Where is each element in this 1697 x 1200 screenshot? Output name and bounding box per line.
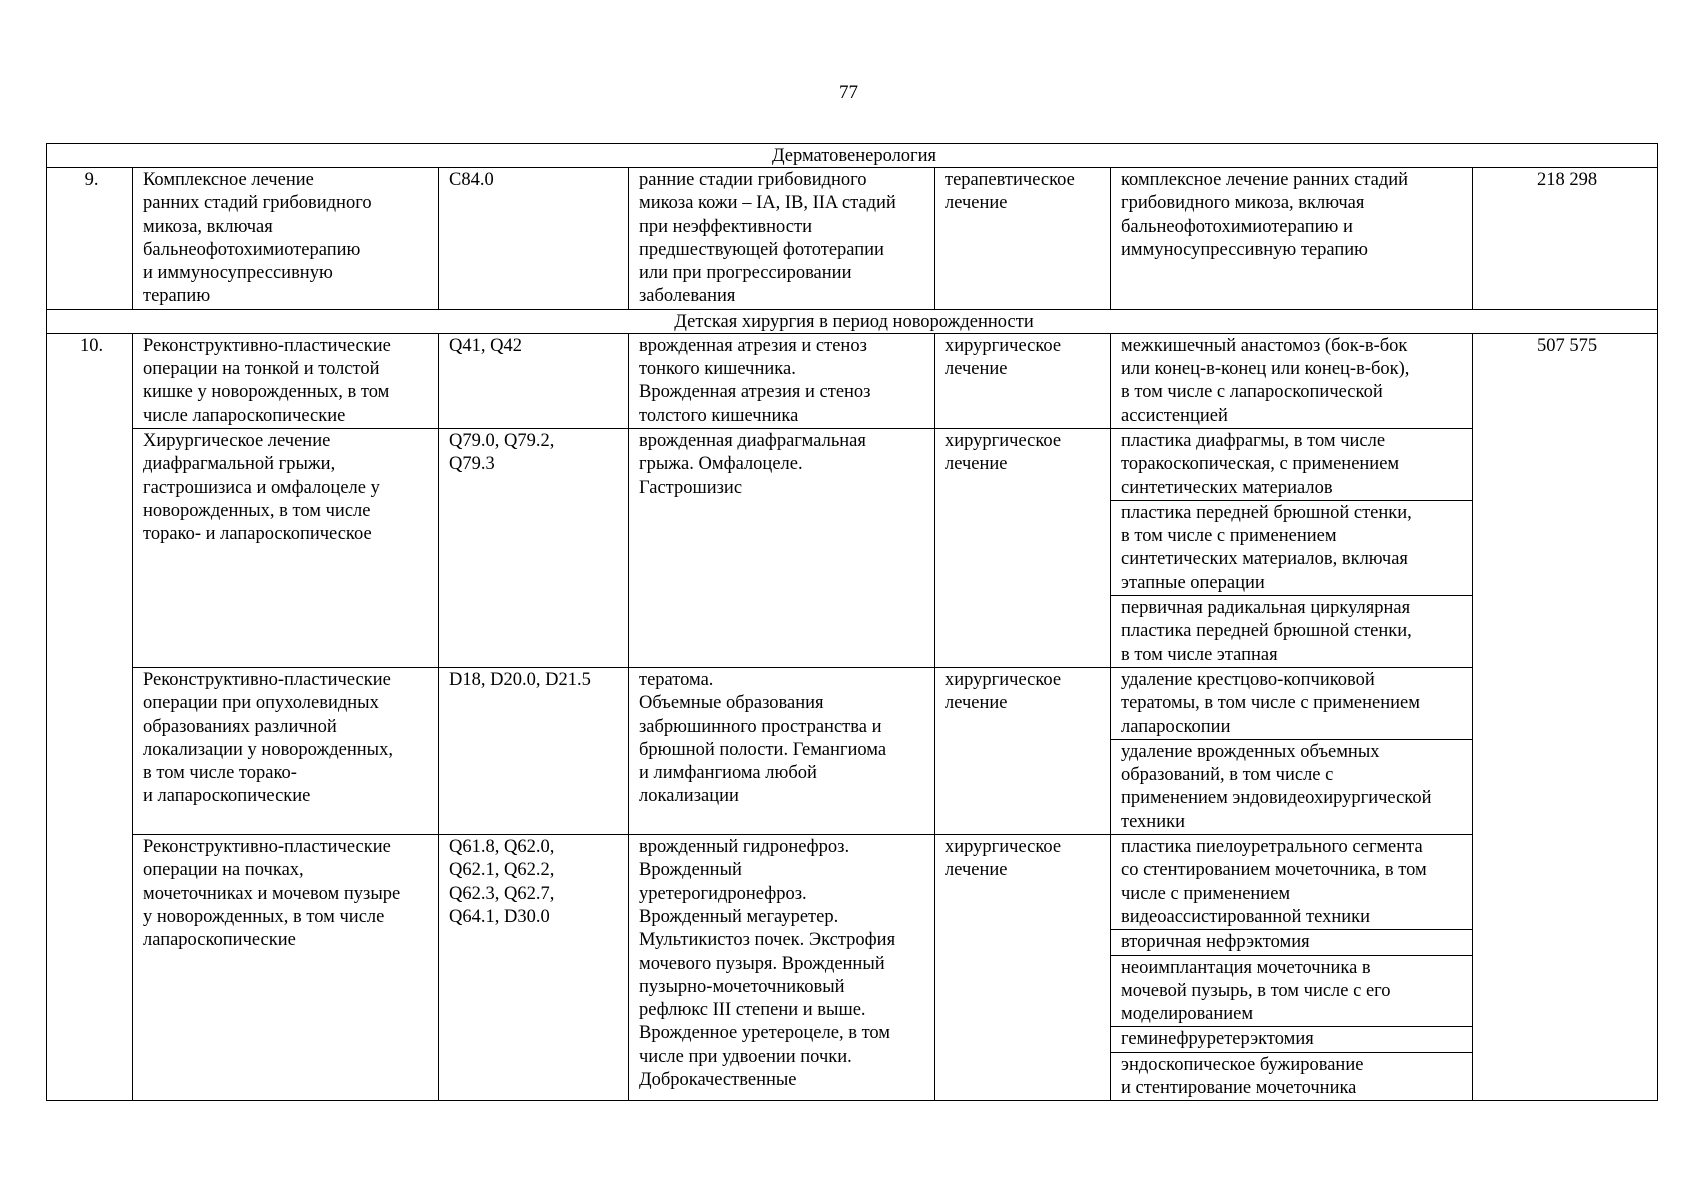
treatment-method-line: неоимплантация мочеточника в [1121,957,1371,978]
patient-model-line: врожденный гидронефроз. [639,837,850,858]
patient-model-line: уретерогидронефроз. [639,883,807,904]
patient-model-line: пузырно-мочеточниковый [639,976,845,997]
treatment-method-line: эндоскопическое бужирование [1121,1054,1364,1075]
treatment-method [1111,667,1473,739]
treatment-name-line: у новорожденных, в том числе [143,906,385,927]
treatment-method-line: пластика передней брюшной стенки, [1121,502,1412,523]
treatment-name-line: гастрошизиса и омфалоцеле у [143,477,380,498]
treatment-type-line: хирургическое [945,837,1062,858]
treatment-method-line: комплексное лечение ранних стадий [1121,170,1409,190]
patient-model-line: рефлюкс III степени и выше. [639,1000,866,1021]
treatment-method-line: видеоассистированной техники [1121,906,1371,927]
icd-codes [439,835,629,1101]
patient-model [629,428,935,667]
treatment-name-line: операции на тонкой и толстой [143,359,380,380]
patient-model-line: предшествующей фототерапии [639,239,884,260]
treatment-name [133,168,439,310]
treatment-method-line: грибовидного микоза, включая [1121,193,1365,214]
treatment-method-line: в том числе с применением [1121,526,1337,547]
treatment-name-line: числе лапароскопические [143,405,346,426]
section-title: Детская хирургия в период новорожденности [47,309,1658,333]
treatment-method [1111,835,1473,930]
icd-codes-line: Q62.3, Q62.7, [449,883,555,904]
treatment-name-line: Реконструктивно-пластические [143,335,391,356]
icd-codes-line: Q64.1, D30.0 [449,906,550,927]
row-number: 9. [47,168,133,310]
treatment-method-line: геминефруретерэктомия [1121,1029,1314,1050]
patient-model-line: врожденная атрезия и стеноз [639,335,867,356]
icd-codes-line: Q41, Q42 [449,335,522,356]
treatment-method-line: иммуносупрессивную терапию [1121,239,1369,260]
treatment-name-line: торако- и лапароскопическое [143,524,372,545]
patient-model-line: Врожденная атрезия и стеноз [639,382,871,403]
treatment-type-line: лечение [945,193,1008,214]
treatment-type-line: терапевтическое [945,170,1075,190]
treatment-method-line: и стентирование мочеточника [1121,1077,1357,1098]
treatment-method [1111,955,1473,1027]
patient-model [629,667,935,834]
treatment-type [935,428,1111,667]
patient-model-line: забрюшинного пространства и [639,716,882,737]
treatment-name [133,835,439,1101]
patient-model-line: тонкого кишечника. [639,359,796,380]
treatment-method-line: межкишечный анастомоз (бок-в-бок [1121,335,1408,356]
treatment-method-line: техники [1121,811,1185,832]
treatment-name-line: бальнеофотохимиотерапию [143,239,361,260]
table-row [47,667,1658,739]
treatment-method [1111,596,1473,668]
patient-model [629,168,935,310]
icd-codes-line: Q79.0, Q79.2, [449,430,555,451]
treatment-method-line: со стентированием мочеточника, в том [1121,860,1427,881]
icd-codes-line: Q79.3 [449,454,495,475]
treatment-method-line: синтетических материалов, включая [1121,549,1408,570]
page-number: 77 [839,82,858,103]
treatment-method [1111,1052,1473,1101]
treatment-method [1111,333,1473,428]
patient-model-line: микоза кожи – IA, IB, IIA стадий [639,193,896,214]
treatment-method-line: в том числе этапная [1121,644,1278,665]
icd-codes [439,168,629,310]
treatment-name-line: и иммуносупрессивную [143,263,333,284]
patient-model-line: ранние стадии грибовидного [639,170,867,190]
treatment-name [133,333,439,428]
treatment-method-line: в том числе с лапароскопической [1121,382,1383,403]
treatment-name-line: Реконструктивно-пластические [143,837,391,858]
medical-care-table [46,143,1658,1101]
treatment-type-line: хирургическое [945,430,1062,451]
patient-model-line: брюшной полости. Гемангиома [639,739,887,760]
section-title: Дерматовенерология [47,144,1658,168]
treatment-method-line: вторичная нефрэктомия [1121,932,1310,953]
treatment-method-line: первичная радикальная циркулярная [1121,598,1411,619]
patient-model-line: Врожденный мегауретер. [639,906,839,927]
treatment-method-line: ассистенцией [1121,405,1228,426]
treatment-method-line: тератомы, в том числе с применением [1121,693,1420,714]
table-row [47,333,1658,428]
treatment-type [935,333,1111,428]
treatment-method-line: этапные операции [1121,572,1265,593]
patient-model-line: числе при удвоении почки. [639,1046,852,1067]
treatment-method [1111,428,1473,500]
patient-model-line: грыжа. Омфалоцеле. [639,454,803,475]
treatment-method [1111,739,1473,834]
treatment-method-line: удаление врожденных объемных [1121,741,1380,762]
treatment-name-line: операции при опухолевидных [143,693,379,714]
treatment-method [1111,1027,1473,1052]
treatment-name-line: диафрагмальной грыжи, [143,454,336,475]
patient-model-line: врожденная диафрагмальная [639,430,866,451]
patient-model-line: тератома. [639,669,714,690]
table-row [47,835,1658,930]
treatment-method-line: или конец-в-конец или конец-в-бок), [1121,359,1410,380]
icd-codes [439,428,629,667]
patient-model [629,333,935,428]
treatment-name-line: кишке у новорожденных, в том [143,382,390,403]
patient-model-line: или при прогрессировании [639,263,852,284]
icd-codes-line: Q62.1, Q62.2, [449,860,555,881]
treatment-name-line: терапию [143,286,211,307]
treatment-method-line: удаление крестцово-копчиковой [1121,669,1375,690]
treatment-name-line: операции на почках, [143,860,304,881]
patient-model-line: локализации [639,786,739,807]
cost-amount: 218 298 [1473,168,1658,310]
treatment-type-line: лечение [945,693,1008,714]
treatment-name-line: Хирургическое лечение [143,430,331,451]
table-row [47,428,1658,500]
treatment-method-line: торакоскопическая, с применением [1121,454,1400,475]
treatment-name-line: ранних стадий грибовидного [143,193,372,214]
treatment-type [935,667,1111,834]
patient-model-line: и лимфангиома любой [639,763,817,784]
treatment-type [935,835,1111,1101]
treatment-type-line: хирургическое [945,669,1062,690]
icd-codes-line: C84.0 [449,170,494,190]
patient-model-line: толстого кишечника [639,405,799,426]
table-row [47,168,1658,310]
treatment-name [133,667,439,834]
row-number: 10. [47,333,133,1101]
patient-model-line: при неэффективности [639,216,812,237]
icd-codes-line: Q61.8, Q62.0, [449,837,555,858]
treatment-name-line: Комплексное лечение [143,170,314,190]
treatment-name-line: лапароскопические [143,930,296,951]
patient-model-line: Мультикистоз почек. Экстрофия [639,930,896,951]
patient-model-line: Гастрошизис [639,477,743,498]
treatment-method-line: бальнеофотохимиотерапию и [1121,216,1353,237]
treatment-name-line: образованиях различной [143,716,337,737]
treatment-name-line: Реконструктивно-пластические [143,669,391,690]
treatment-method-line: пластика диафрагмы, в том числе [1121,430,1386,451]
treatment-type-line: лечение [945,359,1008,380]
treatment-method [1111,500,1473,595]
section-header-row [47,309,1658,333]
treatment-name-line: в том числе торако- [143,763,297,784]
treatment-name-line: новорожденных, в том числе [143,500,371,521]
patient-model-line: заболевания [639,286,736,307]
treatment-name [133,428,439,667]
treatment-name-line: микоза, включая [143,216,273,237]
treatment-method-line: пластика передней брюшной стенки, [1121,621,1412,642]
treatment-method-line: моделированием [1121,1004,1254,1025]
treatment-method-line: мочевой пузырь, в том числе с его [1121,980,1391,1001]
treatment-method-line: пластика пиелоуретрального сегмента [1121,837,1423,858]
treatment-method [1111,930,1473,955]
treatment-method-line: синтетических материалов [1121,477,1333,498]
treatment-type-line: лечение [945,860,1008,881]
icd-codes-line: D18, D20.0, D21.5 [449,669,591,690]
treatment-method-line: лапароскопии [1121,716,1231,737]
treatment-method-line: числе с применением [1121,883,1291,904]
icd-codes [439,667,629,834]
icd-codes [439,333,629,428]
patient-model-line: Объемные образования [639,693,824,714]
treatment-name-line: и лапароскопические [143,786,311,807]
treatment-method-line: применением эндовидеохирургической [1121,788,1432,809]
patient-model-line: Доброкачественные [639,1069,797,1090]
treatment-type-line: хирургическое [945,335,1062,356]
patient-model [629,835,935,1101]
treatment-type [935,168,1111,310]
section-header-row [47,144,1658,168]
patient-model-line: мочевого пузыря. Врожденный [639,953,885,974]
treatment-name-line: мочеточниках и мочевом пузыре [143,883,401,904]
cost-amount: 507 575 [1473,333,1658,1101]
treatment-type-line: лечение [945,454,1008,475]
treatment-method [1111,168,1473,310]
patient-model-line: Врожденный [639,860,742,881]
patient-model-line: Врожденное уретероцеле, в том [639,1023,891,1044]
treatment-method-line: образований, в том числе с [1121,765,1334,786]
treatment-name-line: локализации у новорожденных, [143,739,393,760]
